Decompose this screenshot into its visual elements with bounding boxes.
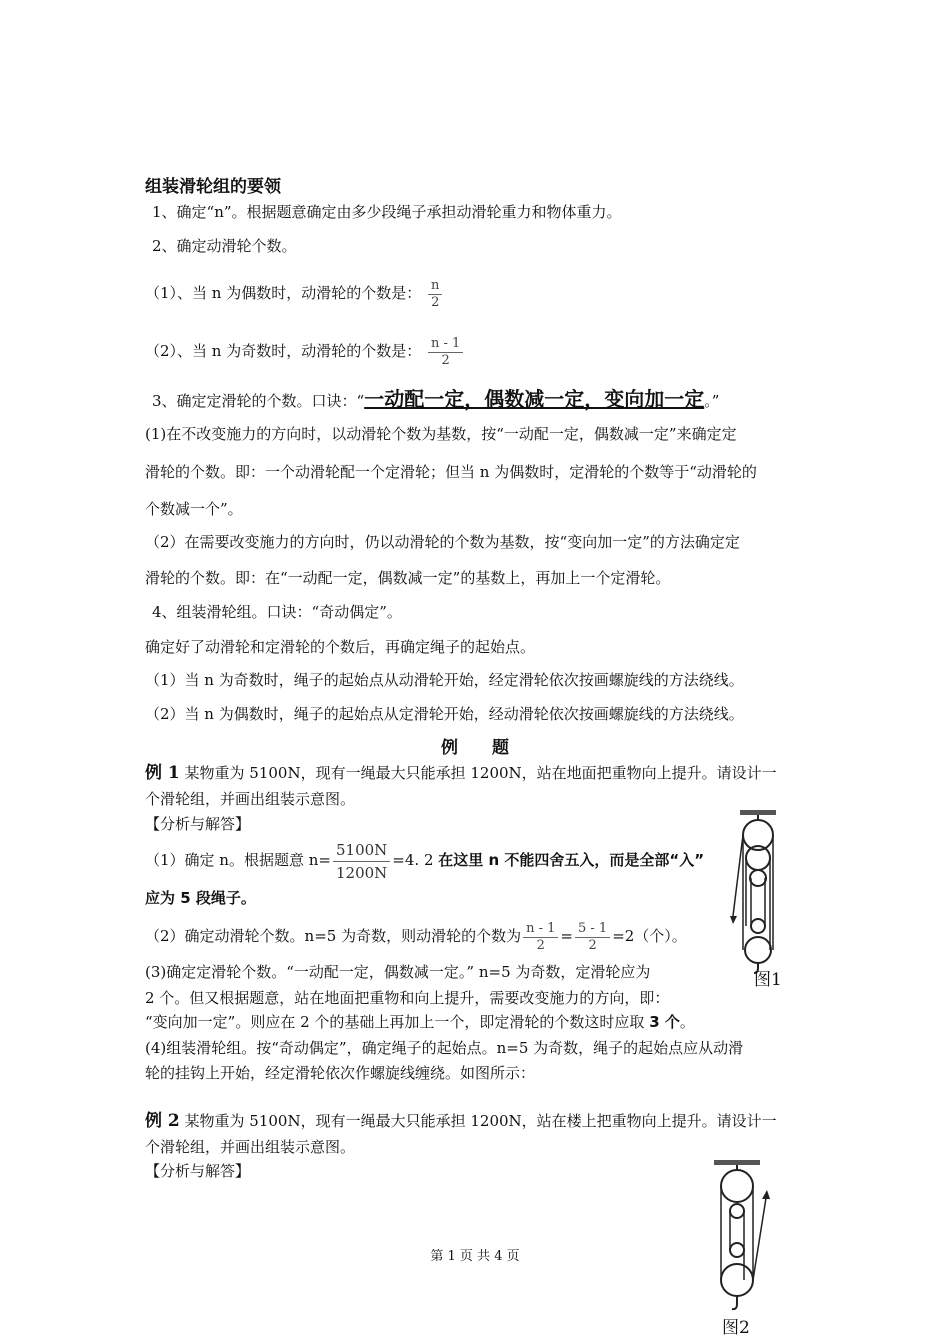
ceiling-mount [714,1160,760,1165]
step4-even: （2）当 n 为偶数时，绳子的起始点从定滑轮开始，经动滑轮依次按画螺旋线的方法绕线。 [145,705,744,723]
pull-rope [753,1198,766,1280]
ex2-line1 [145,1111,777,1131]
ex1-s1-note2: 应为 5 段绳子。 [145,889,256,907]
fraction-numerator: n [428,278,442,295]
ex1-s3-line3-prefix: “变向加一定”。则应在 2 个的基础上再加上一个，即定滑轮的个数这时应取 [145,1013,650,1031]
ceiling-mount [740,810,776,815]
ex1-s3-line1: (3)确定定滑轮个数。“一动配一定，偶数减一定。” n=5 为奇数，定滑轮应为 [145,963,651,981]
movable-pulley-1 [751,919,765,933]
page-footer: 第 1 页 共 4 页 [430,1249,520,1264]
ex2-text: 某物重为 5100N，现有一绳最大只能承担 1200N，站在楼上把重物向上提升。请设计一 [179,1112,777,1130]
ex1-s1-note: 在这里 n 不能四舍五入，而是全部“入” [438,851,705,869]
fraction-numerator: n - 1 [523,921,558,938]
step3-slogan: 一动配一定，偶数减一定，变向加一定 [364,387,705,411]
step4-text: 4、组装滑轮组。口诀：“奇动偶定”。 [152,603,402,621]
step2a-fraction [428,278,442,311]
rope-segments [721,1186,753,1280]
ex1-text: 某物重为 5100N，现有一绳最大只能承担 1200N，站在地面把重物向上提升。请设计一 [179,764,777,782]
step4-odd: （1）当 n 为奇数时，绳子的起始点从动滑轮开始，经定滑轮依次按画螺旋线的方法绕线。 [145,671,744,689]
fraction-denominator: 2 [536,937,545,953]
figure-1-label: 图1 [754,970,782,990]
ex1-s3-line3 [145,1012,695,1032]
step3-p1-line3: 个数减一个”。 [145,500,243,518]
ex1-line2: 个滑轮组，并画出组装示意图。 [145,790,356,808]
fraction-numerator: 5100N [333,839,390,862]
ex1-s4-line2: 轮的挂钩上开始，经定滑轮依次作螺旋线缠绕。如图所示： [145,1064,536,1082]
step3-p2-line1: （2）在需要改变施力的方向时，仍以动滑轮的个数为基数，按“变向加一定”的方法确定定 [145,533,740,551]
fixed-pulley-3 [750,870,766,886]
ex1-line1 [145,763,777,783]
fixed-pulley-2 [730,1204,744,1218]
pull-rope [733,835,743,916]
step2a-text: （1）、当 n 为偶数时，动滑轮的个数是： [145,284,422,302]
step4-intro: 确定好了动滑轮和定滑轮的个数后，再确定绳子的起始点。 [145,638,536,656]
fraction-denominator: 2 [431,294,440,310]
step3-suffix: 。” [704,392,720,410]
step3-p1-line1: (1)在不改变施力的方向时，以动滑轮个数为基数，按“一动配一定，偶数减一定”来确定定 [145,425,737,443]
ex1-s2-fraction2 [575,921,610,954]
step2b-fraction [428,336,463,369]
ex1-step2-row [145,914,687,958]
ex2-analysis: 【分析与解答】 [145,1162,251,1180]
ex1-s2-suffix: =2（个）。 [612,927,687,945]
examples-title: 例 题 [441,738,509,758]
ex1-s1-prefix: （1）确定 n。根据题意 n= [145,851,331,869]
pulley-figure-2 [704,1158,784,1318]
ex1-s2-fraction1 [523,921,558,954]
fixed-pulley-1 [721,1170,753,1202]
ex1-s3-line3-suffix: 。 [679,1013,695,1031]
ex1-s1-fraction [333,839,390,884]
fraction-denominator: 1200N [335,863,388,882]
step2b-row [145,330,465,372]
step3-p1-line2: 滑轮的个数。即：一个动滑轮配一个定滑轮；但当 n 为偶数时，定滑轮的个数等于“动滑轮的 [145,463,757,481]
ex1-s3-line3-bold: 3 个 [649,1013,680,1031]
pulley-figure-1 [724,808,794,993]
step2-text: 2、确定动滑轮个数。 [152,237,297,255]
ex2-label: 例 2 [145,1111,180,1131]
ex2-line2: 个滑轮组，并画出组装示意图。 [145,1138,356,1156]
ex1-s2-eq: = [560,927,573,945]
fraction-numerator: n - 1 [428,336,463,353]
movable-pulley-2 [721,1264,753,1296]
ex1-s4-line1: (4)组装滑轮组。按“奇动偶定”，确定绳子的起始点。n=5 为奇数，绳子的起始点应从动滑 [145,1039,744,1057]
ex1-analysis: 【分析与解答】 [145,815,251,833]
pull-arrow-icon [730,916,737,924]
fraction-denominator: 2 [441,352,450,368]
step3-row [152,386,719,414]
step1-text: 1、确定“n”。根据题意确定由多少段绳子承担动滑轮重力和物体重力。 [152,203,622,221]
step3-prefix: 3、确定定滑轮的个数。口诀：“ [152,392,365,410]
pull-arrow-icon [762,1190,770,1199]
ex1-s3-line2: 2 个。但又根据题意，站在地面把重物和向上提升，需要改变施力的方向，即： [145,989,670,1007]
step2a-row [145,272,444,314]
hook-icon [732,1296,737,1309]
fraction-denominator: 2 [588,937,597,953]
movable-pulley-2 [745,937,771,963]
step2b-text: （2）、当 n 为奇数时，动滑轮的个数是： [145,342,422,360]
ex1-s2-prefix: （2）确定动滑轮个数。n=5 为奇数，则动滑轮的个数为 [145,927,522,945]
figure-2-label: 图2 [722,1318,750,1338]
ex1-s1-eq: =4. 2 [392,851,434,869]
movable-pulley-1 [730,1243,744,1257]
fraction-numerator: 5 - 1 [575,921,610,938]
ex1-label: 例 1 [145,763,180,783]
section-heading: 组装滑轮组的要领 [145,177,281,197]
ex1-step1-row [145,838,704,884]
step3-p2-line2: 滑轮的个数。即：在“一动配一定，偶数减一定”的基数上，再加上一个定滑轮。 [145,569,671,587]
